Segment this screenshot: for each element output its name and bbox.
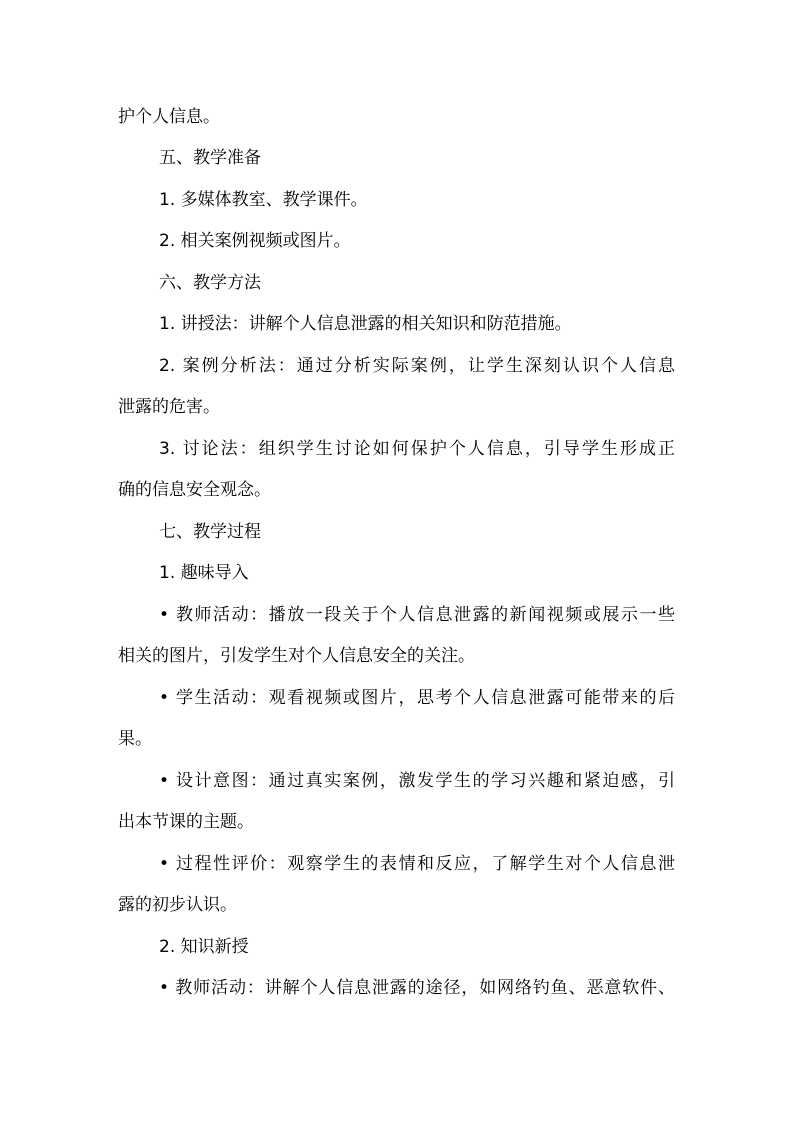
text-line: 露的初步认识。 <box>118 895 237 915</box>
text-line: 相关的图片，引发学生对个人信息安全的关注。 <box>118 646 475 666</box>
list-item: 2. 相关案例视频或图片。 <box>159 231 351 251</box>
text-line: 确的信息安全观念。 <box>118 480 271 500</box>
list-item: 2. 案例分析法：通过分析实际案例，让学生深刻认识个人信息 <box>159 356 675 376</box>
subsection-heading: 2. 知识新授 <box>159 937 249 957</box>
bullet-item: • 设计意图：通过真实案例，激发学生的学习兴趣和紧迫感，引 <box>159 771 675 791</box>
list-item: 3. 讨论法：组织学生讨论如何保护个人信息，引导学生形成正 <box>159 439 675 459</box>
bullet-item: • 教师活动：播放一段关于个人信息泄露的新闻视频或展示一些 <box>159 605 675 625</box>
subsection-heading: 1. 趣味导入 <box>159 563 249 583</box>
bullet-item: • 学生活动：观看视频或图片，思考个人信息泄露可能带来的后 <box>159 688 675 708</box>
section-heading: 七、教学过程 <box>159 522 261 542</box>
text-line: 护个人信息。 <box>118 107 220 127</box>
list-item: 1. 多媒体教室、教学课件。 <box>159 190 368 210</box>
text-line: 泄露的危害。 <box>118 397 220 417</box>
text-line: 果。 <box>118 729 152 749</box>
bullet-item: • 教师活动：讲解个人信息泄露的途径，如网络钓鱼、恶意软件、 <box>159 978 675 998</box>
bullet-item: • 过程性评价：观察学生的表情和反应，了解学生对个人信息泄 <box>159 854 675 874</box>
section-heading: 五、教学准备 <box>159 148 261 168</box>
section-heading: 六、教学方法 <box>159 273 261 293</box>
list-item: 1. 讲授法：讲解个人信息泄露的相关知识和防范措施。 <box>159 314 572 334</box>
text-line: 出本节课的主题。 <box>118 812 254 832</box>
